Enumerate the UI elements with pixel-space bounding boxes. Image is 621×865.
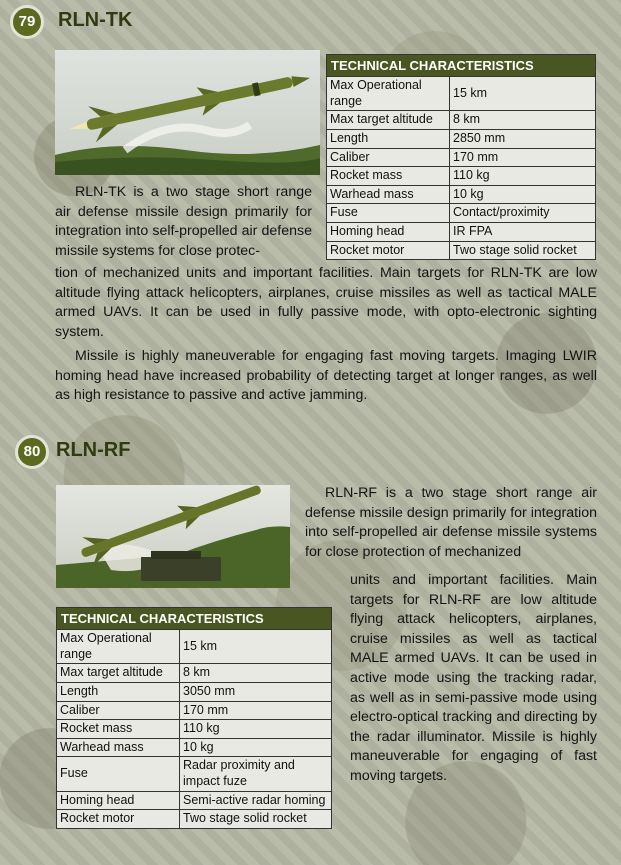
missile-photo [55, 50, 320, 175]
table-row: Fuse Radar proximity and impact fuze [57, 757, 332, 791]
description-top: RLN-RF is a two stage short range air defense missile design primarily for integration into self-propelled air defense missile systems for close protection of mechanized [305, 485, 597, 560]
section-number-badge: 79 [10, 5, 44, 39]
description-wrapped: RLN-TK is a two stage short range air defense missile design primarily for integration into self-propelled air defense missile systems for close protec- [55, 184, 312, 259]
table-row: Max target altitude 8 km [57, 664, 332, 683]
section-title: RLN-TK [58, 9, 133, 31]
table-row: Fuse Contact/proximity [327, 204, 596, 223]
table-header: TECHNICAL CHARACTERISTICS [327, 55, 596, 77]
description-side: units and important facilities. Main targets for RLN-RF are low altitude flying attack helicopters, airplanes, cruise missiles as well as tactical MALE armed UAVs. It can be used in active mode using the tracking radar, as well as in semi-passive mode using electro-optical tracking and directing by the radar illuminator. Missile is highly maneuverable for engaging of fast moving targets. [350, 572, 597, 784]
table-row: Rocket mass 110 kg [327, 167, 596, 186]
technical-characteristics-table [326, 54, 596, 260]
table-row: Max Operational range 15 km [57, 630, 332, 664]
section-number-badge: 80 [15, 435, 49, 469]
table-row: Warhead mass 10 kg [327, 185, 596, 204]
technical-characteristics-table [56, 607, 332, 829]
description-full: tion of mechanized units and important facilities. Main targets for RLN-TK are low altitude flying attack helicopters, airplanes, cruise missiles as well as tactical MALE armed UAVs. It can be used in fully passive mode, with opto-electronic sighting system. [55, 265, 597, 340]
description-paragraph-2: Missile is highly maneuverable for engaging fast moving targets. Imaging LWIR homing head have increased probability of detecting target at longer ranges, as well as high resistance to passive and active jamming. [55, 348, 597, 404]
table-row: Warhead mass 10 kg [57, 738, 332, 757]
table-row: Rocket motor Two stage solid rocket [57, 810, 332, 829]
table-row: Caliber 170 mm [327, 148, 596, 167]
table-row: Rocket motor Two stage solid rocket [327, 241, 596, 260]
table-row: Caliber 170 mm [57, 701, 332, 720]
section-title: RLN-RF [56, 439, 131, 461]
table-header: TECHNICAL CHARACTERISTICS [57, 608, 332, 630]
missile-photo [56, 485, 290, 588]
table-row: Homing head Semi-active radar homing [57, 791, 332, 810]
table-row: Length 3050 mm [57, 682, 332, 701]
table-row: Homing head IR FPA [327, 223, 596, 242]
table-row: Rocket mass 110 kg [57, 720, 332, 739]
table-row: Max target altitude 8 km [327, 111, 596, 130]
table-row: Length 2850 mm [327, 129, 596, 148]
table-row: Max Operational range 15 km [327, 77, 596, 111]
